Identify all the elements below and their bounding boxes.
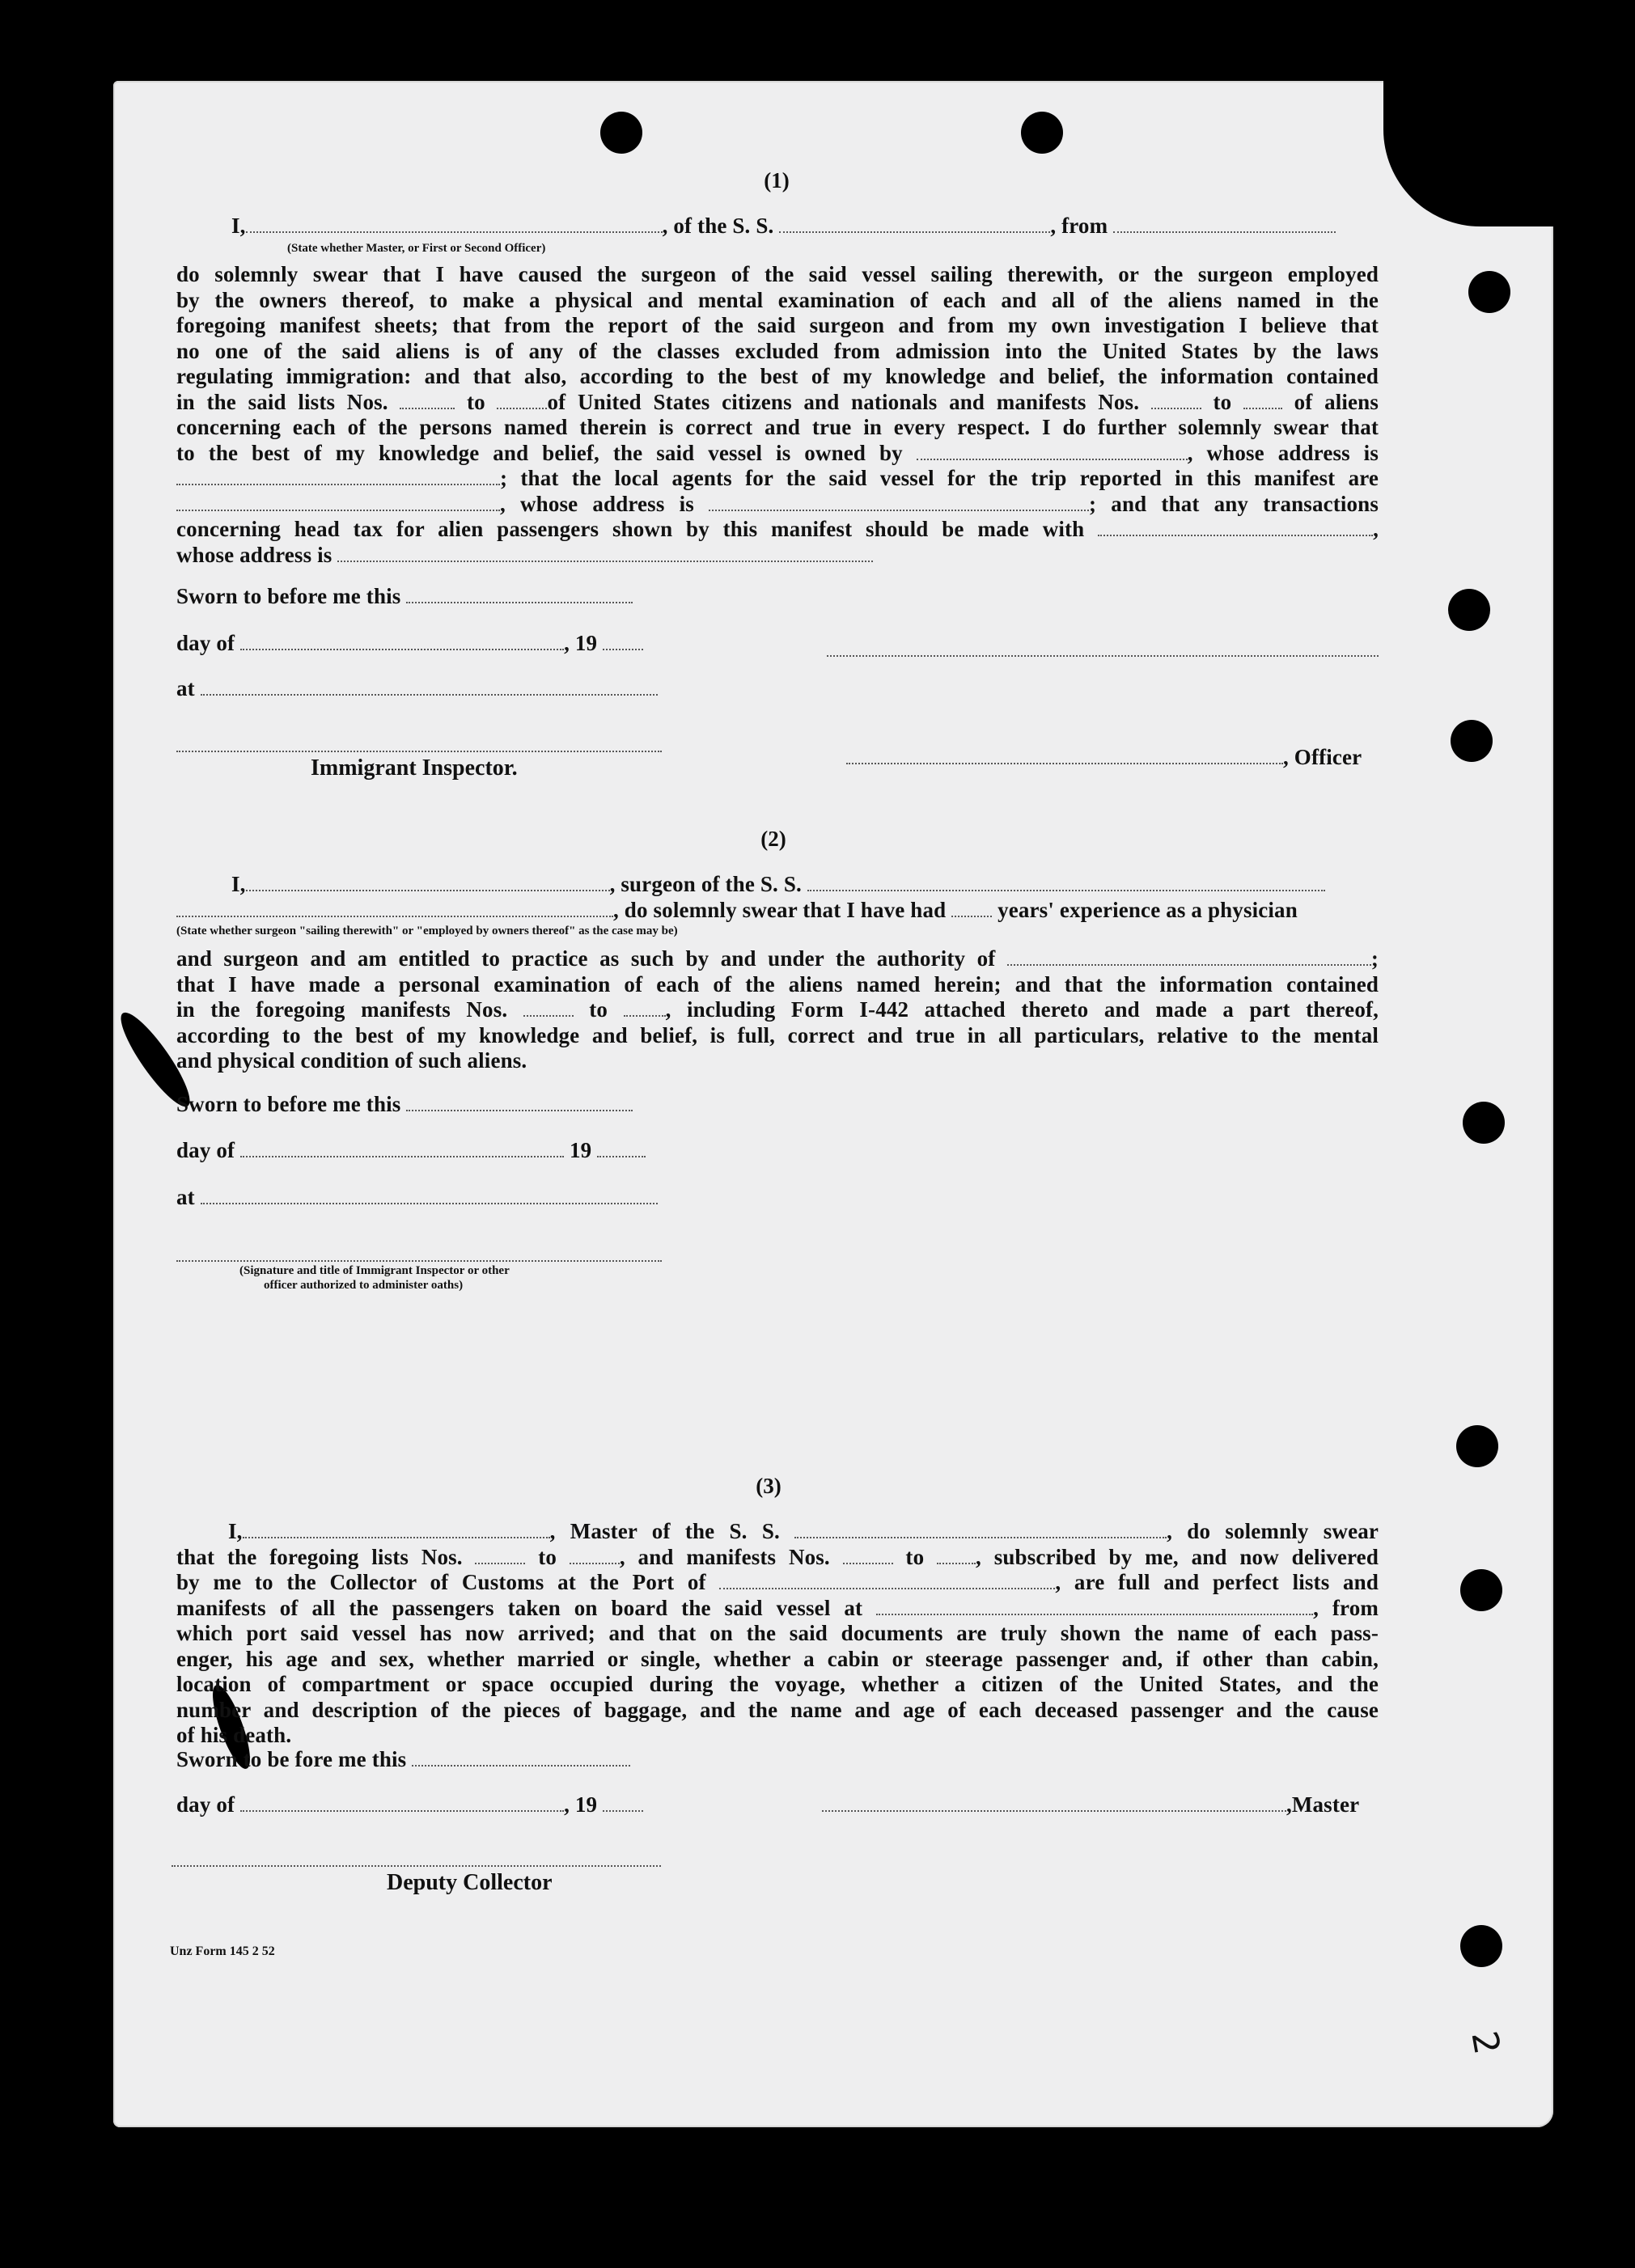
form-id: Unz Form 145 2 52 [170,1944,275,1958]
punch-hole [1463,1102,1505,1144]
s3-paragraph: I, , Master of the S. S. , do solemnly swear that the foregoing lists Nos. to , and manifests Nos. to , subscribed by me, and now delivered by me to the Collector of Customs at the Port of , are full and perfect lists and manifests of all the passengers taken on board the said vessel at , from which port said vessel has now arrived; and that on the said documents are truly shown the name of each pass- enger, his age and sex, whether married or single, whether a cabin or steerage passenger and, if other than cabin, location of compartment or space occupied during the voyage, whether a citizen of the United States, and the number and description of the pieces of baggage, and the name and age of each deceased passenger and the cause of his death. [176,1519,1379,1747]
punch-hole [1451,720,1493,762]
s3-dayof: day of , 19 [176,1792,643,1818]
s3-master: ,Master [822,1792,1359,1818]
punch-hole [1448,589,1490,631]
s1-sworn: Sworn to before me this [176,584,633,610]
s2-paragraph: and surgeon and am entitled to practice as such by and under the authority of ; that I have made a personal examination of each of the aliens named herein; and that the information contained in the foregoing manifests Nos. to , including Form I-442 attached thereto and made a part thereof, according to the best of my knowledge and belief, is full, correct and true in all particulars, relative to the mental and physical condition of such aliens. [176,946,1379,1073]
punch-hole [1460,1569,1502,1611]
field-caption: (State whether Master, or First or Second Officer) [287,242,546,255]
signature-caption: officer authorized to administer oaths) [264,1279,464,1292]
s1-at: at [176,676,658,702]
punch-hole [600,112,642,154]
s1-paragraph: do solemnly swear that I have caused the surgeon of the said vessel sailing therewith, or the surgeon employed by the owners thereof, to make a physical and mental examination of each and all of the aliens named in the foregoing manifest sheets; that from the report of the said surgeon and from my own investigation I believe that no one of the said aliens is of any of the classes excluded from admission into the United States by the laws regulating immigration: and that also, according to the best of my knowledge and belief, the information contained in the said lists Nos. to of United States citizens and nationals and manifests Nos. to of aliens concerning each of the persons named therein is correct and true in every respect. I do further solemnly swear that to the best of my knowledge and belief, the said vessel is owned by , whose address is ; that the local agents for the said vessel for the trip reported in this manifest are , whose address is ; and that any transactions concerning head tax for alien passengers shown by this manifest should be made with , whose address is [176,262,1379,567]
deputy-collector-label: Deputy Collector [387,1870,553,1895]
s1-dayof: day of , 19 [176,631,643,657]
punch-hole [1456,1425,1498,1467]
section-number: (2) [760,827,786,851]
immigrant-inspector-label: Immigrant Inspector. [311,755,518,781]
officer-signature-line [827,655,1379,657]
punch-hole [1468,271,1510,313]
s2-dayof: day of 19 [176,1138,646,1164]
deputy-signature-line [172,1865,661,1867]
blank [246,215,663,233]
s3-sworn: Sworn to be fore me this [176,1747,630,1773]
s1-line1: I, , of the S. S. , from [231,214,1336,239]
s2-line1: I, , surgeon of the S. S. [231,872,1325,898]
blank [1113,215,1336,233]
punch-hole [1021,112,1063,154]
s2-line2: , do solemnly swear that I have had years' experience as a physician [176,898,1298,924]
section-number: (3) [756,1474,781,1498]
s1-officer: , Officer [846,745,1362,771]
margin-mark: 2 [1463,2028,1508,2058]
field-caption: (State whether surgeon "sailing therewith" or "employed by owners thereof" as the case may be) [176,925,678,937]
blank [779,215,1050,233]
s2-at: at [176,1185,658,1211]
signature-line [176,1260,662,1262]
signature-caption: (Signature and title of Immigrant Inspector or other [239,1264,510,1277]
punch-hole [1460,1925,1502,1967]
s2-sworn: Sworn to before me this [176,1092,633,1118]
section-number: (1) [764,168,790,193]
inspector-signature-line [176,751,662,752]
